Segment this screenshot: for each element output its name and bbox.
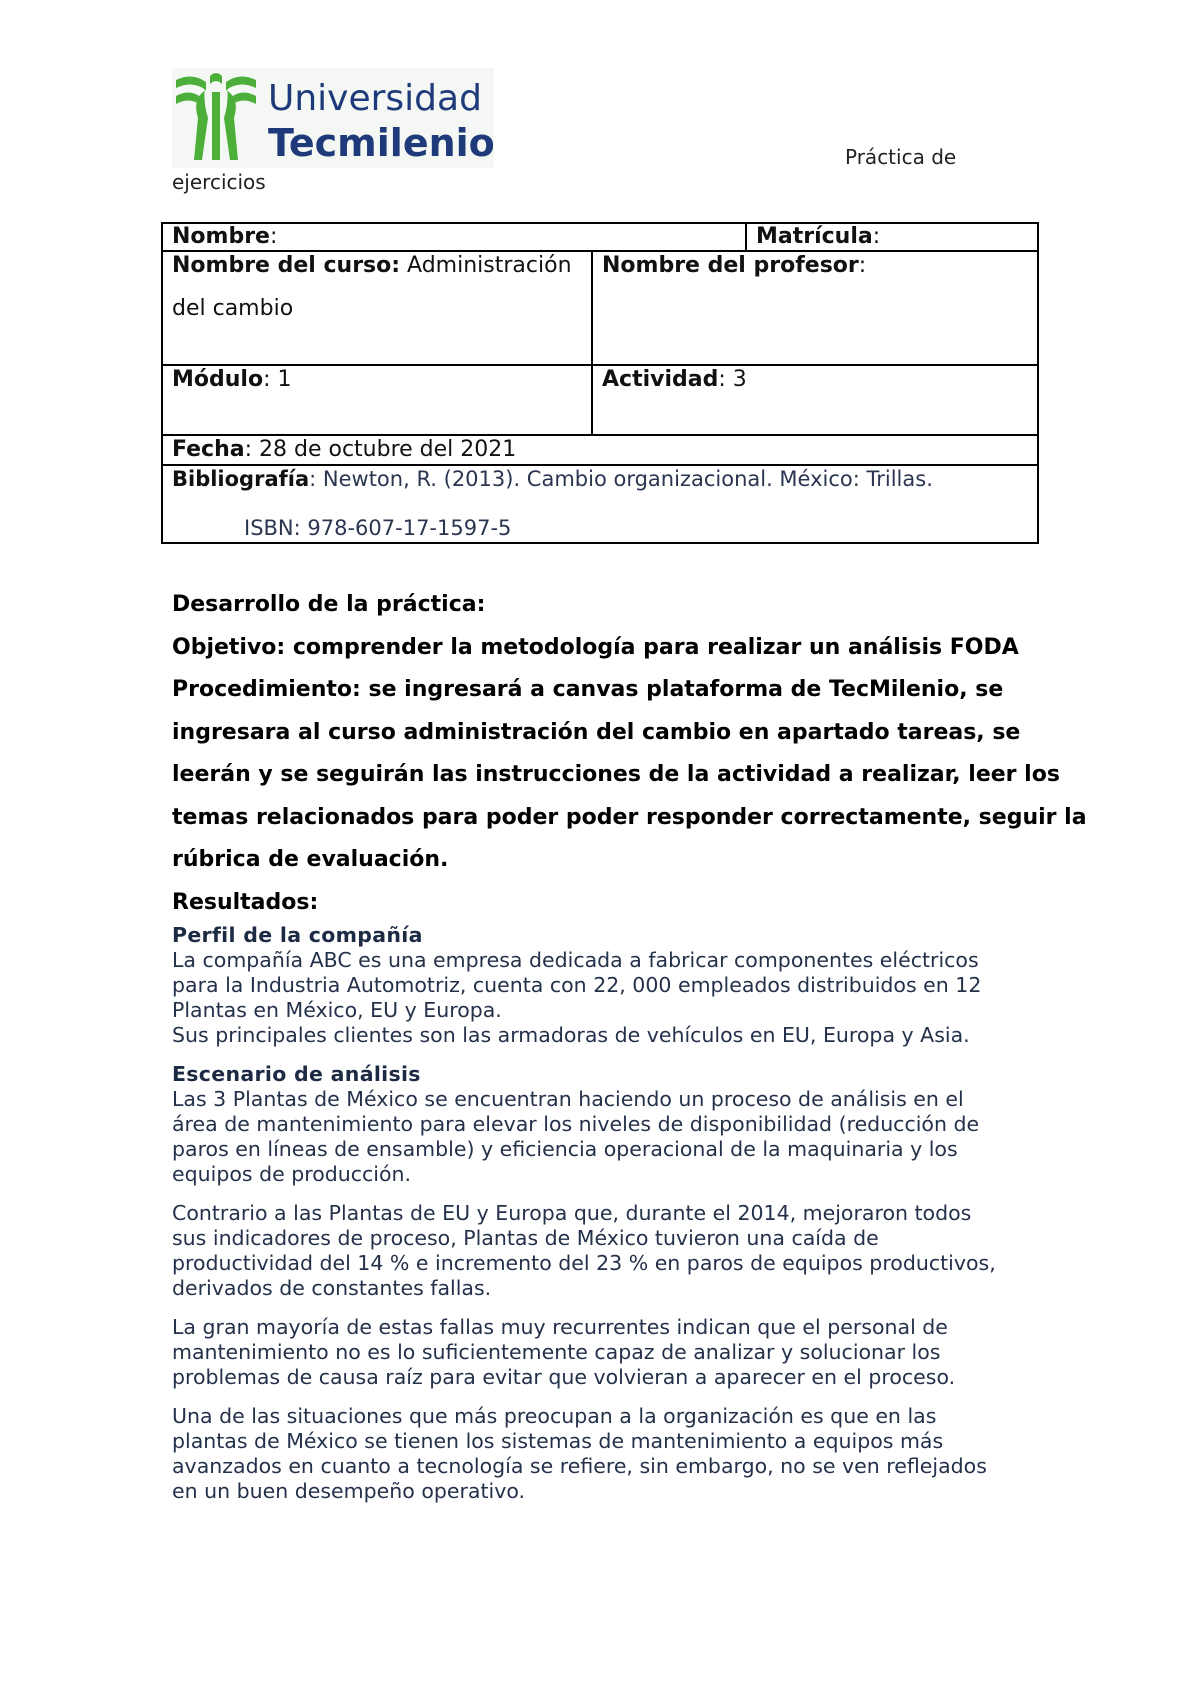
perfil-heading: Perfil de la compañía [172,923,423,947]
svg-text:Tecmilenio: Tecmilenio [268,121,494,165]
actividad-value: : 3 [718,367,747,392]
logo-mark-icon [172,68,494,168]
nombre-field [172,224,277,249]
modulo-label: Módulo [172,367,264,392]
escenario-line: área de mantenimiento para elevar los niveles de disponibilidad (reducción de [172,1112,980,1136]
bibliografia-field [172,467,933,491]
escenario-line: Contrario a las Plantas de EU y Europa que, durante el 2014, mejoraron todos [172,1201,972,1225]
escenario-line: plantas de México se tienen los sistemas de mantenimiento a equipos más [172,1429,944,1453]
curso-label: Nombre del curso: [172,253,401,278]
profesor-field [602,253,866,278]
perfil-line: para la Industria Automotriz, cuenta con 22, 000 empleados distribuidos en 12 [172,973,982,997]
matricula-field [756,224,880,249]
practica-line: leerán y se seguirán las instrucciones de la actividad a realizar, leer los [172,762,1060,787]
svg-text:Universidad: Universidad [268,78,482,119]
tecmilenio-logo [172,68,494,168]
curso-value: Administración [400,253,572,278]
profesor-value: : [858,253,867,278]
fecha-value: : 28 de octubre del 2021 [244,437,517,462]
escenario-line: problemas de causa raíz para evitar que volvieran a aparecer en el proceso. [172,1365,956,1389]
escenario-paragraph-3 [172,1315,1052,1390]
modulo-value: : 1 [263,367,292,392]
escenario-line: La gran mayoría de estas fallas muy recurrentes indican que el personal de [172,1315,948,1339]
curso-value-continued: del cambio [172,296,294,321]
escenario-line: en un buen desempeño operativo. [172,1479,526,1503]
practica-line: rúbrica de evaluación. [172,847,449,872]
perfil-line: La compañía ABC es una empresa dedicada a fabricar componentes eléctricos [172,948,979,972]
profesor-label: Nombre del profesor [602,253,859,278]
escenario-line: Una de las situaciones que más preocupan a la organización es que en las [172,1404,937,1428]
actividad-label: Actividad [602,367,719,392]
perfil-line: Sus principales clientes son las armadoras de vehículos en EU, Europa y Asia. [172,1023,970,1047]
escenario-line: productividad del 14 % e incremento del 23 % en paros de equipos productivos, [172,1251,996,1275]
escenario-paragraph-4 [172,1404,1052,1504]
escenario-line: equipos de producción. [172,1162,412,1186]
document-type-label-continued: ejercicios [172,170,266,194]
matricula-label: Matrícula [756,224,873,249]
practica-line: ingresara al curso administración del cambio en apartado tareas, se [172,719,1021,745]
document-type-label: Práctica de [845,145,957,169]
practica-line: temas relacionados para poder poder responder correctamente, seguir la [172,804,1087,830]
actividad-field [602,367,747,392]
curso-field [172,253,572,278]
escenario-line: avanzados en cuanto a tecnología se refiere, sin embargo, no se ven reflejados [172,1454,987,1478]
isbn: ISBN: 978-607-17-1597-5 [244,516,512,540]
modulo-field [172,367,291,392]
practica-description [172,584,1087,924]
practica-line: Resultados: [172,889,319,915]
escenario-line: Las 3 Plantas de México se encuentran haciendo un proceso de análisis en el [172,1087,964,1111]
practica-line: Procedimiento: se ingresará a canvas plataforma de TecMilenio, se [172,677,1004,702]
nombre-label: Nombre [172,224,270,249]
nombre-value: : [269,224,278,249]
fecha-label: Fecha [172,437,245,462]
practica-line: Objetivo: comprender la metodología para realizar un análisis FODA [172,634,1019,660]
escenario-line: mantenimiento no es lo suficientemente capaz de analizar y solucionar los [172,1340,941,1364]
matricula-value: : [872,224,881,249]
bibliografia-label: Bibliografía [172,467,310,491]
escenario-paragraph-2 [172,1201,1052,1301]
escenario-line: derivados de constantes fallas. [172,1276,492,1300]
fecha-field [172,437,516,462]
practica-line: Desarrollo de la práctica: [172,592,486,617]
escenario-line: sus indicadores de proceso, Plantas de México tuvieron una caída de [172,1226,879,1250]
escenario-section [172,1062,1052,1187]
bibliografia-value: : Newton, R. (2013). Cambio organizacional. México: Trillas. [309,467,933,491]
escenario-line: paros en líneas de ensamble) y eficiencia operacional de la maquinaria y los [172,1137,958,1161]
escenario-heading: Escenario de análisis [172,1062,421,1086]
perfil-line: Plantas en México, EU y Europa. [172,998,502,1022]
perfil-section [172,923,1052,1048]
